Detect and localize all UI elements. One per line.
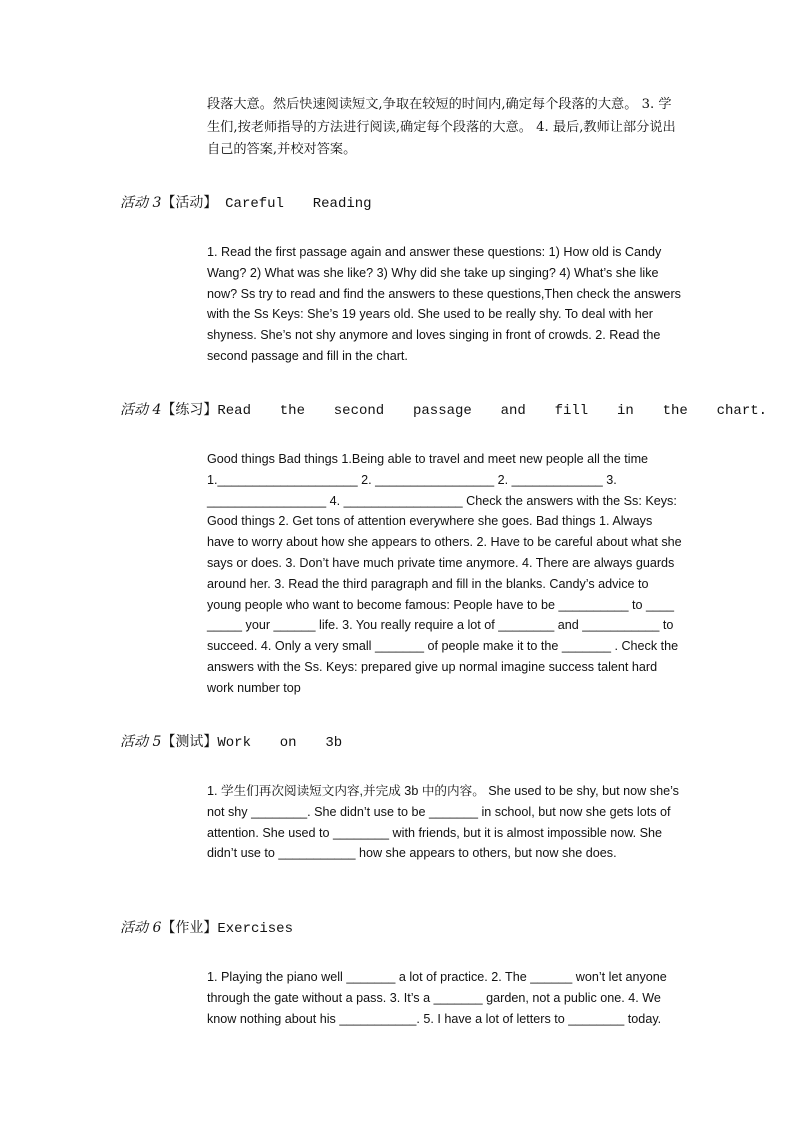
section-body-activity-6: 1. Playing the piano well _______ a lot of practice. 2. The ______ won’t let anyone through the gate without a pass. 3. It’s a _______ garden, not a public one. 4. We know nothing about his ___________. 5. I have a lot of letters to ________ today.	[207, 970, 667, 1026]
section-tag: 活动 5	[120, 734, 162, 750]
section-title: Careful Reading	[225, 196, 372, 212]
section-label: 【练习】	[161, 402, 218, 418]
section-title: Exercises	[217, 921, 293, 937]
section-label: 【活动】	[161, 195, 218, 211]
section-body-activity-4: Good things Bad things 1.Being able to travel and meet new people all the time 1.____________________ 2. _________________ 2. _____________ 3. _________________ 4. _________________ Check the answers with the Ss: Keys: Good things 2. Get tons of attention everywhere she goes. Bad things 1. Always have to worry about how she appears to others. 2. Have to be careful about what she says or does. 3. Don’t have much private time anymore. 4. There are always guards around her. 3. Read the third paragraph and fill in the blanks. Candy’s advice to young people who want to become famous: People have to be __________ to ____ _____ your ______ life. 3. You really require a lot of ________ and ___________ to succeed. 4. Only a very small _______ of people make it to the _______ . Check the answers with the Ss. Keys: prepared give up normal imagine success talent hard work number top	[207, 452, 682, 695]
section-tag: 活动 4	[120, 402, 162, 418]
section-heading-activity-6	[120, 917, 720, 939]
section-heading-activity-3	[120, 192, 720, 214]
section-body-activity-5: 1. 学生们再次阅读短文内容,并完成 3b 中的内容。 She used to be shy, but now she’s not shy ________. She didn’t use to be _______ in school, but now she gets lots of attention. She used to ________ with friends, but it is almost impossible now. She didn’t use to ___________ how she appears to others, but now she does.	[207, 784, 679, 861]
section-tag: 活动 3	[120, 195, 162, 211]
section-title: Work on 3b	[217, 735, 343, 751]
section-heading-activity-4	[120, 399, 768, 421]
section-label: 【测试】	[161, 734, 218, 750]
section-title: Read the second passage and fill in the chart.	[217, 403, 768, 419]
section-tag: 活动 6	[120, 920, 162, 936]
section-label: 【作业】	[161, 920, 218, 936]
intro-paragraph: 段落大意。然后快速阅读短文,争取在较短的时间内,确定每个段落的大意。 3. 学生们,按老师指导的方法进行阅读,确定每个段落的大意。 4. 最后,教师让部分说出自己的答案,并校对答案。	[207, 97, 676, 157]
section-heading-activity-5	[120, 731, 720, 753]
section-body-activity-3: 1. Read the first passage again and answer these questions: 1) How old is Candy Wang? 2) What was she like? 3) Why did she take up singing? 4) What’s she like now? Ss try to read and find the answers to these questions,Then check the answers with the Ss Keys: She’s 19 years old. She used to be really shy. To deal with her shyness. She’s not shy anymore and loves singing in front of crowds. 2. Read the second passage and fill in the chart.	[207, 245, 681, 363]
